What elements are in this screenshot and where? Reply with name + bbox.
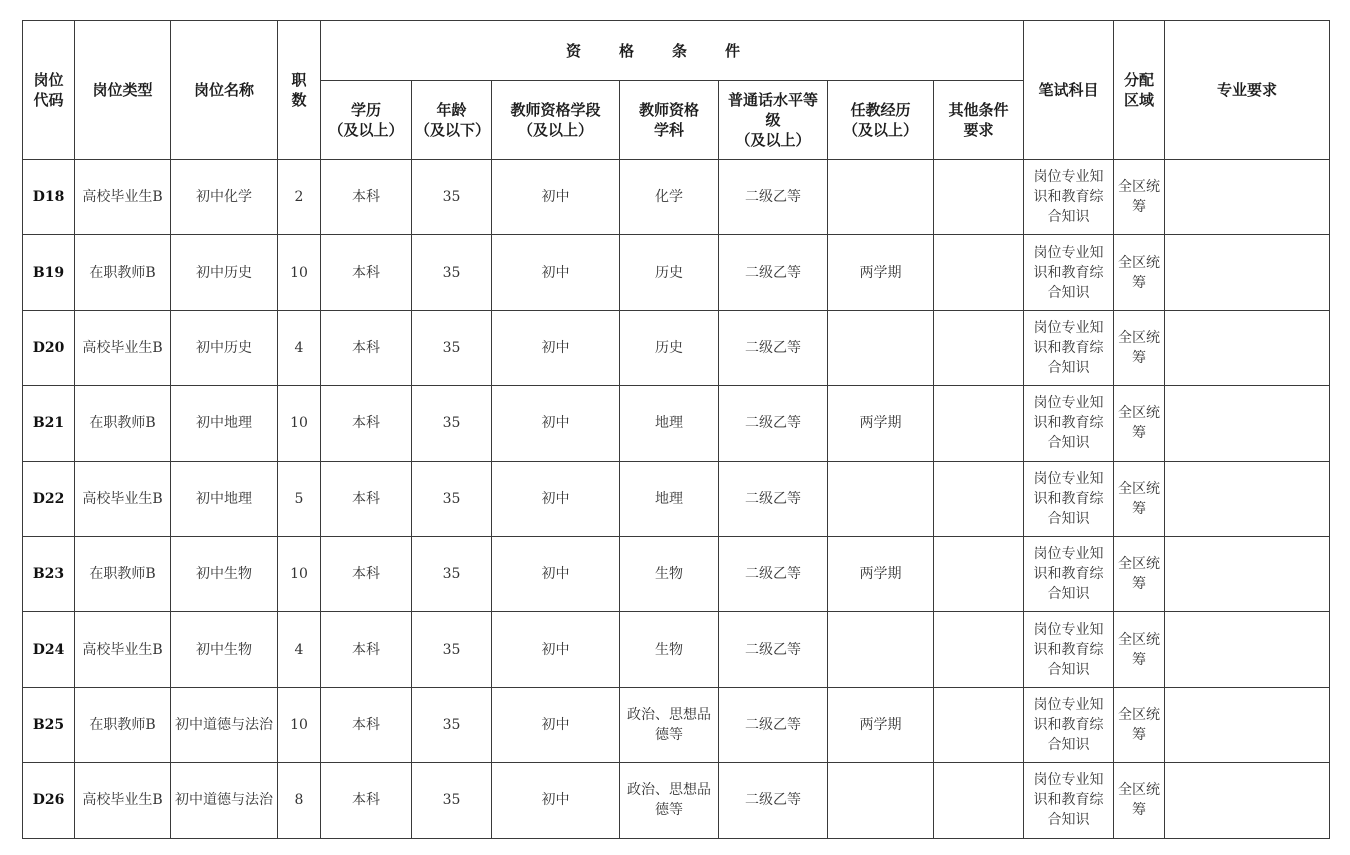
header-major: 专业要求 — [1165, 21, 1330, 160]
table-row — [23, 536, 1330, 611]
cell-exam: 岗位专业知识和教育综合知识 — [1024, 461, 1114, 536]
table-body — [23, 160, 1330, 839]
cell-type: 高校毕业生B — [75, 160, 171, 235]
cell-other — [934, 612, 1024, 687]
cell-count: 10 — [278, 235, 321, 310]
cell-area: 全区统筹 — [1114, 235, 1165, 310]
cell-name: 初中地理 — [171, 386, 278, 461]
cell-subject: 历史 — [620, 310, 719, 385]
cell-education: 本科 — [321, 235, 412, 310]
cell-name: 初中生物 — [171, 536, 278, 611]
cell-major — [1165, 310, 1330, 385]
cell-education: 本科 — [321, 536, 412, 611]
cell-type: 高校毕业生B — [75, 763, 171, 838]
cell-stage: 初中 — [492, 386, 620, 461]
cell-name: 初中道德与法治 — [171, 687, 278, 762]
cell-area: 全区统筹 — [1114, 687, 1165, 762]
header-count: 职 数 — [278, 21, 321, 160]
cell-count: 8 — [278, 763, 321, 838]
cell-major — [1165, 612, 1330, 687]
cell-subject: 化学 — [620, 160, 719, 235]
header-education: 学历 （及以上） — [321, 81, 412, 160]
cell-education: 本科 — [321, 687, 412, 762]
cell-count: 4 — [278, 310, 321, 385]
header-exam: 笔试科目 — [1024, 21, 1114, 160]
cell-experience — [828, 461, 934, 536]
cell-mandarin: 二级乙等 — [719, 763, 828, 838]
header-cert-stage: 教师资格学段 （及以上） — [492, 81, 620, 160]
cell-major — [1165, 763, 1330, 838]
header-qualifications: 资格条件 — [321, 21, 1024, 81]
cell-subject: 政治、思想品德等 — [620, 763, 719, 838]
cell-subject: 地理 — [620, 461, 719, 536]
cell-stage: 初中 — [492, 160, 620, 235]
cell-experience: 两学期 — [828, 386, 934, 461]
cell-exam: 岗位专业知识和教育综合知识 — [1024, 310, 1114, 385]
cell-experience: 两学期 — [828, 687, 934, 762]
header-mandarin: 普通话水平等 级 （及以上） — [719, 81, 828, 160]
cell-other — [934, 235, 1024, 310]
cell-subject: 生物 — [620, 612, 719, 687]
cell-area: 全区统筹 — [1114, 763, 1165, 838]
cell-count: 10 — [278, 386, 321, 461]
cell-subject: 地理 — [620, 386, 719, 461]
header-experience: 任教经历 （及以上） — [828, 81, 934, 160]
cell-name: 初中地理 — [171, 461, 278, 536]
cell-stage: 初中 — [492, 310, 620, 385]
cell-code: B23 — [23, 536, 75, 611]
cell-type: 在职教师B — [75, 536, 171, 611]
cell-exam: 岗位专业知识和教育综合知识 — [1024, 536, 1114, 611]
cell-code: D22 — [23, 461, 75, 536]
cell-name: 初中道德与法治 — [171, 763, 278, 838]
table-row — [23, 612, 1330, 687]
cell-exam: 岗位专业知识和教育综合知识 — [1024, 386, 1114, 461]
table-row — [23, 386, 1330, 461]
cell-code: D26 — [23, 763, 75, 838]
cell-name: 初中历史 — [171, 310, 278, 385]
cell-exam: 岗位专业知识和教育综合知识 — [1024, 160, 1114, 235]
cell-age: 35 — [412, 763, 492, 838]
cell-mandarin: 二级乙等 — [719, 160, 828, 235]
cell-type: 在职教师B — [75, 235, 171, 310]
cell-stage: 初中 — [492, 536, 620, 611]
cell-code: B21 — [23, 386, 75, 461]
header-other: 其他条件 要求 — [934, 81, 1024, 160]
cell-education: 本科 — [321, 310, 412, 385]
table-row — [23, 235, 1330, 310]
cell-name: 初中化学 — [171, 160, 278, 235]
cell-education: 本科 — [321, 461, 412, 536]
cell-area: 全区统筹 — [1114, 310, 1165, 385]
cell-experience — [828, 160, 934, 235]
cell-major — [1165, 687, 1330, 762]
header-code: 岗位 代码 — [23, 21, 75, 160]
cell-area: 全区统筹 — [1114, 612, 1165, 687]
table-row — [23, 763, 1330, 838]
cell-other — [934, 310, 1024, 385]
cell-stage: 初中 — [492, 612, 620, 687]
header-type: 岗位类型 — [75, 21, 171, 160]
cell-subject: 政治、思想品德等 — [620, 687, 719, 762]
cell-other — [934, 461, 1024, 536]
cell-age: 35 — [412, 461, 492, 536]
cell-experience — [828, 612, 934, 687]
cell-age: 35 — [412, 160, 492, 235]
cell-major — [1165, 235, 1330, 310]
cell-count: 2 — [278, 160, 321, 235]
cell-major — [1165, 461, 1330, 536]
cell-exam: 岗位专业知识和教育综合知识 — [1024, 612, 1114, 687]
cell-count: 10 — [278, 687, 321, 762]
cell-education: 本科 — [321, 612, 412, 687]
cell-count: 10 — [278, 536, 321, 611]
cell-mandarin: 二级乙等 — [719, 310, 828, 385]
cell-count: 5 — [278, 461, 321, 536]
cell-other — [934, 160, 1024, 235]
table-row — [23, 461, 1330, 536]
cell-experience: 两学期 — [828, 536, 934, 611]
cell-type: 高校毕业生B — [75, 310, 171, 385]
cell-name: 初中历史 — [171, 235, 278, 310]
cell-exam: 岗位专业知识和教育综合知识 — [1024, 235, 1114, 310]
positions-table — [22, 20, 1330, 839]
cell-type: 在职教师B — [75, 386, 171, 461]
cell-type: 在职教师B — [75, 687, 171, 762]
cell-code: B25 — [23, 687, 75, 762]
cell-mandarin: 二级乙等 — [719, 536, 828, 611]
header-name: 岗位名称 — [171, 21, 278, 160]
cell-age: 35 — [412, 386, 492, 461]
cell-mandarin: 二级乙等 — [719, 612, 828, 687]
cell-code: B19 — [23, 235, 75, 310]
header-area: 分配 区域 — [1114, 21, 1165, 160]
cell-age: 35 — [412, 687, 492, 762]
cell-age: 35 — [412, 310, 492, 385]
cell-major — [1165, 386, 1330, 461]
cell-exam: 岗位专业知识和教育综合知识 — [1024, 687, 1114, 762]
cell-code: D24 — [23, 612, 75, 687]
header-cert-subject: 教师资格 学科 — [620, 81, 719, 160]
cell-major — [1165, 536, 1330, 611]
cell-other — [934, 386, 1024, 461]
table-row — [23, 160, 1330, 235]
cell-mandarin: 二级乙等 — [719, 687, 828, 762]
cell-type: 高校毕业生B — [75, 612, 171, 687]
cell-education: 本科 — [321, 160, 412, 235]
cell-subject: 生物 — [620, 536, 719, 611]
cell-stage: 初中 — [492, 235, 620, 310]
cell-other — [934, 687, 1024, 762]
cell-age: 35 — [412, 612, 492, 687]
cell-age: 35 — [412, 536, 492, 611]
cell-age: 35 — [412, 235, 492, 310]
cell-code: D18 — [23, 160, 75, 235]
cell-exam: 岗位专业知识和教育综合知识 — [1024, 763, 1114, 838]
table-header — [23, 21, 1330, 160]
cell-experience — [828, 310, 934, 385]
cell-mandarin: 二级乙等 — [719, 461, 828, 536]
cell-area: 全区统筹 — [1114, 386, 1165, 461]
cell-education: 本科 — [321, 763, 412, 838]
cell-count: 4 — [278, 612, 321, 687]
table-row — [23, 310, 1330, 385]
cell-mandarin: 二级乙等 — [719, 235, 828, 310]
cell-major — [1165, 160, 1330, 235]
cell-area: 全区统筹 — [1114, 536, 1165, 611]
cell-other — [934, 763, 1024, 838]
cell-education: 本科 — [321, 386, 412, 461]
cell-type: 高校毕业生B — [75, 461, 171, 536]
cell-experience — [828, 763, 934, 838]
cell-name: 初中生物 — [171, 612, 278, 687]
cell-code: D20 — [23, 310, 75, 385]
cell-experience: 两学期 — [828, 235, 934, 310]
cell-stage: 初中 — [492, 763, 620, 838]
cell-area: 全区统筹 — [1114, 461, 1165, 536]
cell-stage: 初中 — [492, 461, 620, 536]
header-age: 年龄 （及以下） — [412, 81, 492, 160]
cell-subject: 历史 — [620, 235, 719, 310]
cell-mandarin: 二级乙等 — [719, 386, 828, 461]
cell-area: 全区统筹 — [1114, 160, 1165, 235]
table-row — [23, 687, 1330, 762]
cell-stage: 初中 — [492, 687, 620, 762]
cell-other — [934, 536, 1024, 611]
